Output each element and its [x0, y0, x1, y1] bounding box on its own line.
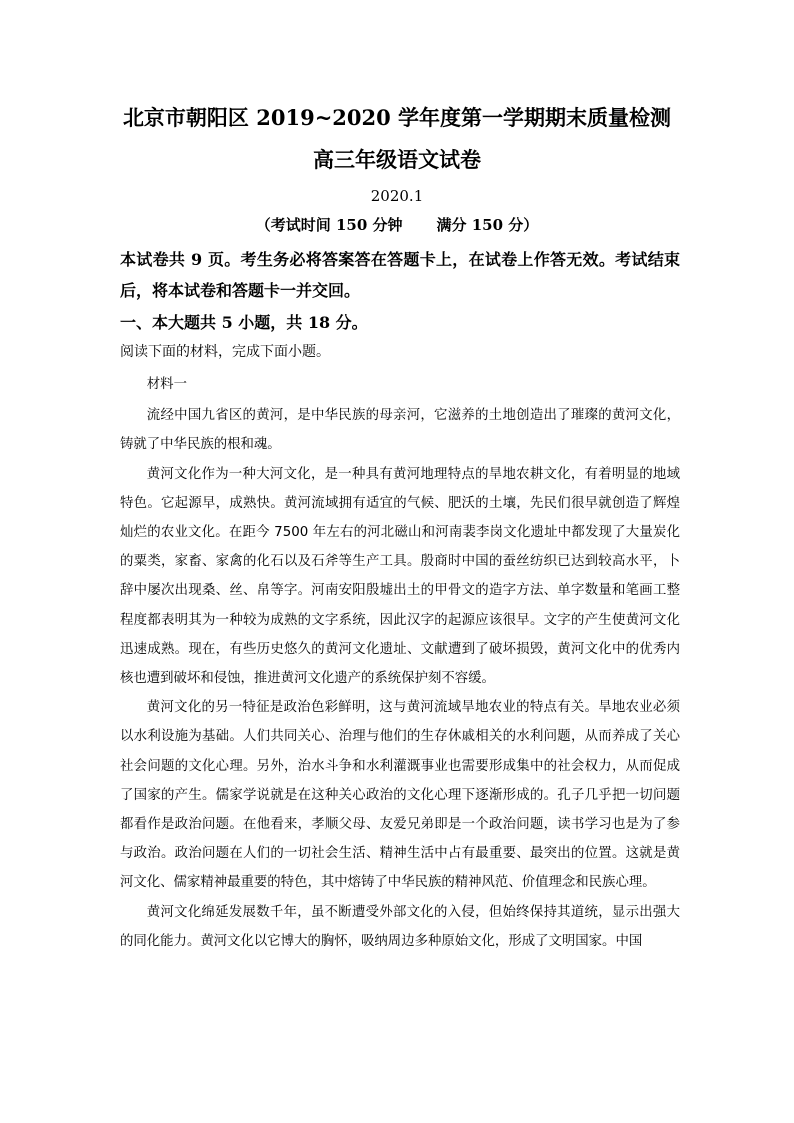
exam-time-info	[0, 214, 794, 236]
material-paragraph: 黄河文化的另一特征是政治色彩鲜明，这与黄河流域旱地农业的特点有关。旱地农业必须以水利设施为基础。人们共同关心、治理与他们的生存休戚相关的水利问题，从而养成了关心社会问题的文化心理。另外，治水斗争和水利灌溉事业也需要形成集中的社会权力，从而促成了国家的产生。儒家学说就是在这种关心政治的文化心理下逐渐形成的。孔子几乎把一切问题都看作是政治问题。在他看来，孝顺父母、友爱兄弟即是一个政治问题，读书学习也是为了参与政治。政治问题在人们的一切社会生活、精神生活中占有最重要、最突出的位置。这就是黄河文化、儒家精神最重要的特色，其中熔铸了中华民族的精神风范、价值理念和民族心理。	[120, 700, 680, 891]
section-heading: 一、本大题共 5 小题，共 18 分。	[120, 313, 368, 332]
exam-full-score: 满分 150 分）	[436, 216, 539, 234]
material-paragraph: 黄河文化作为一种大河文化，是一种具有黄河地理特点的旱地农耕文化，有着明显的地域特色。它起源早，成熟快。黄河流域拥有适宜的气候、肥沃的土壤，先民们很早就创造了辉煌灿烂的农业文化。在距今 7500 年左右的河北磁山和河南裴李岗文化遗址中都发现了大量炭化的粟类，家畜、家禽的化石以及石斧等生产工具。殷商时中国的蚕丝纺织已达到较高水平，卜辞中屡次出现桑、丝、帛等字。河南安阳殷墟出土的甲骨文的造字方法、单字数量和笔画工整程度都表明其为一种较为成熟的文字系统，因此汉字的起源应该很早。文字的产生使黄河文化迅速成熟。现在，有些历史悠久的黄河文化遗址、文献遭到了破坏损毁，黄河文化中的优秀内核也遭到破坏和侵蚀，推进黄河文化遗产的系统保护刻不容缓。	[120, 466, 680, 687]
exam-duration: （考试时间 150 分钟	[255, 216, 403, 234]
exam-notice: 本试卷共 9 页。考生务必将答案答在答题卡上，在试卷上作答无效。考试结束后，将本试卷和答题卡一并交回。	[120, 250, 680, 300]
page-subtitle: 高三年级语文试卷	[313, 147, 481, 172]
material-paragraph: 黄河文化绵延发展数千年，虽不断遭受外部文化的入侵，但始终保持其道统，显示出强大的同化能力。黄河文化以它博大的胸怀，吸纳周边多种原始文化，形成了文明国家。中国	[120, 904, 680, 949]
section-instruction: 阅读下面的材料，完成下面小题。	[120, 344, 330, 360]
page-title: 北京市朝阳区 2019~2020 学年度第一学期期末质量检测	[122, 105, 672, 130]
material-paragraph: 流经中国九省区的黄河，是中华民族的母亲河，它滋养的土地创造出了璀璨的黄河文化，铸就了中华民族的根和魂。	[120, 408, 680, 453]
reading-material	[120, 370, 680, 956]
material-label: 材料一	[146, 377, 187, 392]
exam-date: 2020.1	[370, 187, 424, 205]
